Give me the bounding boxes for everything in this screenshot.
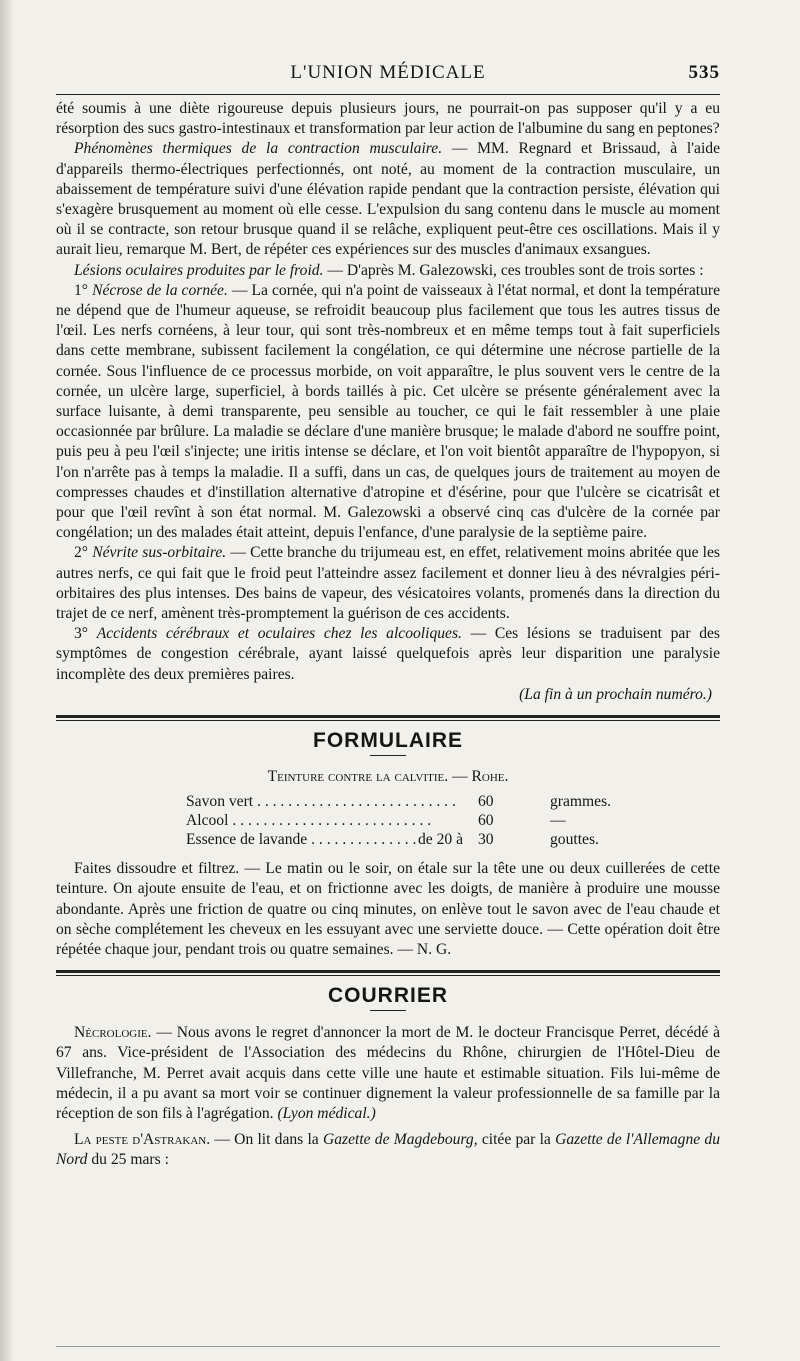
ingredient-list (186, 792, 720, 849)
continuation-note: (La fin à un prochain numéro.) (519, 685, 712, 703)
ingredient-name: Essence de lavande . . . (186, 830, 418, 849)
ingredient-quantity: 30 (478, 831, 494, 849)
title-underline (370, 755, 406, 756)
ingredient-quantity: 60 (478, 812, 494, 830)
paragraph-necrologie (56, 1023, 720, 1124)
header-rule (56, 94, 720, 95)
paragraph-body: citée par la (477, 1131, 556, 1149)
section-rule (56, 715, 720, 721)
journal-name: Gazette de l'Allemagne du Nord (56, 1131, 721, 1169)
recipe-instructions: Faites dissoudre et filtrez. — Le matin ou le soir, on étale sur la tête une ou deux cuillerées de cette teinture. On ajoute ensuite de l'eau, et on frictionne avec les doigts, de manière à produire une mousse abondante. Après une friction de quatre ou cinq minutes, on enlève tout le savon avec de l'eau chaude et on sèche complétement les cheveux en les essuyant avec une serviette douce. — Cette opération doit être répétée chaque jour, pendant trois ou quatre semaines. — N. G. (56, 860, 720, 958)
ingredient-quantity: 60 (478, 793, 494, 811)
recipe-name: Teinture contre la calvitie. (267, 768, 449, 786)
paragraph-peste (56, 1130, 720, 1170)
page-number: 535 (688, 62, 720, 83)
ingredient-unit: — (550, 812, 566, 830)
paragraph-nevrite (56, 543, 720, 624)
item-number: 3° (74, 625, 97, 643)
paragraph-heading: Accidents cérébraux et oculaires chez les alcooliques. (96, 625, 462, 643)
paragraph-thermiques (56, 139, 720, 260)
source-citation: (Lyon médical.) (273, 1104, 376, 1122)
ingredient-row (186, 811, 720, 830)
paragraph-heading: Phénomènes thermiques de la contraction musculaire. (74, 140, 443, 158)
footer-rule (56, 1346, 720, 1347)
recipe-title (56, 768, 720, 786)
paragraph-heading: Nécrose de la cornée. (92, 281, 228, 299)
paragraph-heading: Nécrologie. (74, 1024, 152, 1042)
recipe-author: — Rohe. (448, 768, 509, 786)
ingredient-name: Savon vert . . . (186, 792, 478, 811)
courrier-title: COURRIER (327, 984, 448, 1008)
paragraph-body: — La cornée, qui n'a point de vaisseaux à l'état normal, et dont la température ne dépend que de l'humeur aqueuse, se refroidit beaucoup plus facilement que tous les autres tissus de l'œil. Les nerfs cornéens, à leur tour, qui sont très-nombreux et en même temps tout à fait superficiels dans cette membrane, subissent facilement la congélation, ce qui détermine une nécrose partielle de la cornée. Sous l'influence de ce processus morbide, on voit apparaître, le plus souvent vers le centre de la cornée, un ulcère large, superficiel, à bords taillés à pic. Cet ulcère se présente généralement avec la surface luisante, à demi transparente, peu sensible au toucher, ce qui le fait ressembler à une plaie occasionnée par brûlure. La maladie se déclare d'une manière brusque; le malade d'abord ne souffre point, puis peu à peu l'œil s'injecte; une iritis intense se déclare, et l'on voit bientôt apparaître de l'hypopyon, si l'on n'arrête pas à temps la maladie. Il a suffi, dans un cas, de quelques jours de traitement au moyen de compresses chaudes et d'instillation alternative d'atropine et d'ésérine, pour que l'ulcère se cicatrisât et pour que l'œil revînt à son état normal. M. Galezowski a observé cinq cas d'ulcère de la cornée par congélation; un des malades était atteint, depuis l'enfance, d'une paralysie de la septième paire. (56, 281, 721, 542)
paragraph-necrose (56, 281, 720, 544)
paragraph-body: — MM. Regnard et Brissaud, à l'aide d'appareils thermo-électriques perfectionnés, ont noté, au moment de la contraction musculaire, un abaissement de température suivi d'une élévation rapide pendant que la contraction persiste, élévation qui s'exagère brusquement au moment où elle cesse. L'expulsion du sang contenu dans le muscle au moment où il se contracte, son retour brusque quand il se relâche, expliquent peut-être ces oscillations. Mais il y aurait lieu, remarque M. Bert, de répéter ces expériences sur des muscles d'animaux exsangues. (56, 140, 720, 259)
item-number: 1° (74, 281, 93, 299)
paragraph-body: — D'après M. Galezowski, ces troubles sont de trois sortes : (323, 261, 704, 279)
paragraph-heading: Lésions oculaires produites par le froid. (74, 261, 324, 279)
formulaire-title: FORMULAIRE (313, 729, 463, 753)
paragraph-heading: Névrite sus-orbitaire. (92, 544, 227, 562)
paragraph-body: — Cette branche du trijumeau est, en effet, relativement moins abritée que les autres nerfs, ce qui fait que le froid peut l'atteindre assez facilement et donner lieu à des névralgies péri-orbitaires des plus intenses. Des bains de vapeur, des vésicatoires volants, promenés dans la direction du trajet de ce nerf, amènent très-promptement la guérison de ces accidents. (56, 544, 720, 623)
paragraph-heading: La peste d'Astrakan. (74, 1131, 211, 1149)
title-underline (370, 1010, 406, 1011)
paragraph-body: — Nous avons le regret d'annoncer la mort de M. le docteur Francisque Perret, décédé à 67 ans. Vice-président de l'Association des médecins du Rhône, chirurgien de l'Hôtel-Dieu de Villefranche, M. Perret avait acquis dans cette ville une haute et estimable situation. Fils lui-même de médecin, il a pu avant sa mort voir se continuer dignement la valeur professionnelle de sa famille par la réception de son fils à l'agrégation. (56, 1024, 720, 1122)
ingredient-range: de 20 à (418, 831, 464, 849)
section-rule (56, 970, 720, 976)
item-number: 2° (74, 544, 93, 562)
paragraph-lesions (56, 261, 720, 281)
ingredient-name: Alcool . . . (186, 811, 478, 830)
running-head (56, 62, 720, 88)
paragraph-body: du 25 mars : (87, 1151, 169, 1169)
ingredient-unit: grammes. (550, 793, 612, 811)
ingredient-row (186, 830, 720, 849)
ingredient-unit: gouttes. (550, 831, 599, 849)
journal-title: L'UNION MÉDICALE (290, 62, 486, 83)
continued-paragraph: été soumis à une diète rigoureuse depuis plusieurs jours, ne pourrait-on pas supposer qu'il y a eu résorption des sucs gastro-intestinaux et transformation par leur action de l'albumine du sang en peptones? (56, 100, 720, 138)
binding-shadow (0, 0, 14, 1361)
journal-name: Gazette de Magdebourg, (322, 1131, 478, 1149)
paragraph-body: — Ces lésions se traduisent par des symptômes de congestion cérébrale, ayant laissé quelquefois après leur disparition une paralysie incomplète des deux premières paires. (56, 625, 720, 683)
ingredient-row (186, 792, 720, 811)
paragraph-accidents (56, 624, 720, 685)
paragraph-body: — On lit dans la (210, 1131, 323, 1149)
